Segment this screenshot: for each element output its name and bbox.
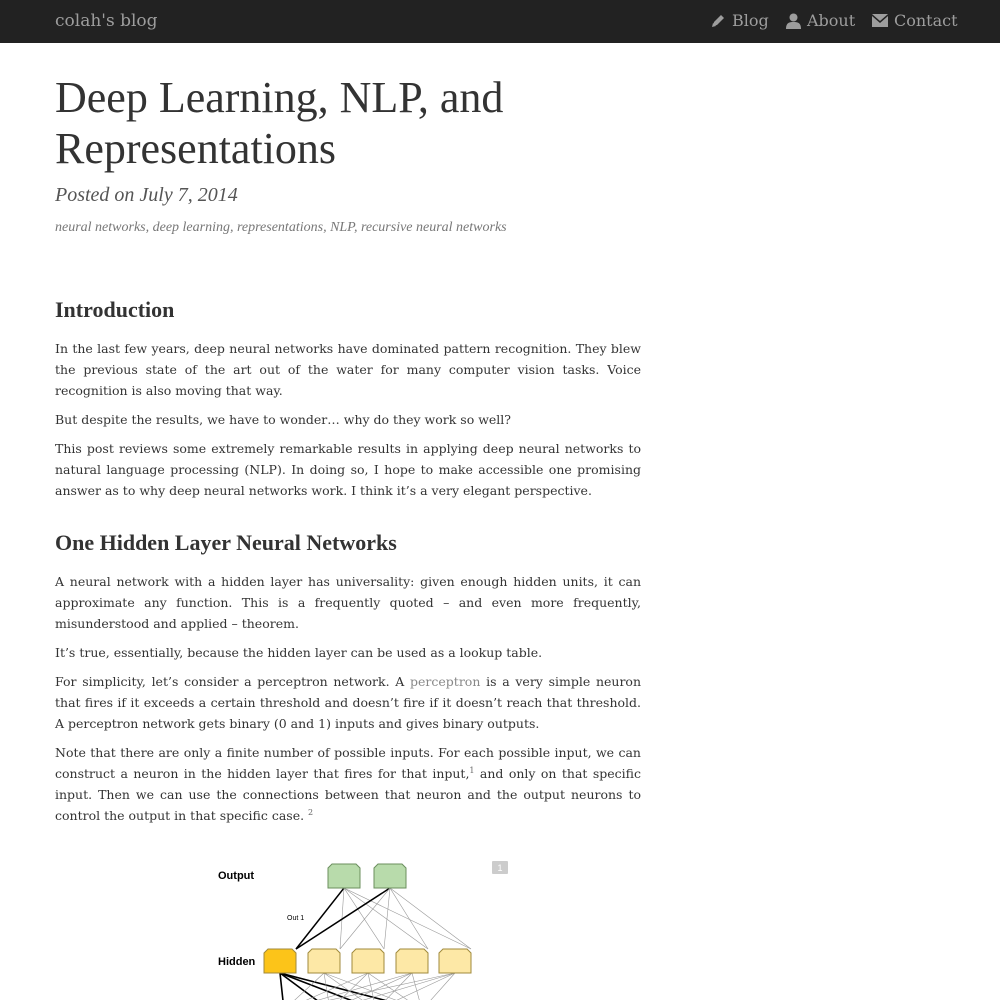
post-title: Deep Learning, NLP, and Representations (55, 73, 504, 173)
tag-link[interactable]: neural networks (55, 220, 146, 235)
edge-group-hidden-to-input (280, 973, 455, 1000)
perceptron-link[interactable]: perceptron (410, 674, 481, 689)
edge-output-hidden (344, 888, 471, 949)
edge-hidden-input (280, 973, 284, 1000)
edge-output-hidden (390, 888, 428, 949)
figure-badge-number: 1 (497, 863, 503, 873)
intro-paragraph-3: This post reviews some extremely remarkable results in applying deep neural networks to natural language processing (NLP). In doing so, I hope to make accessible one promising answer as to why deep neural networks work. I think it’s a very elegant perspective. (55, 441, 641, 498)
envelope-icon (872, 14, 888, 27)
intro-paragraph-2: But despite the results, we have to wonder… why do they work so well? (55, 412, 512, 427)
edge-hidden-input (280, 973, 422, 1000)
hidden-paragraph-3: For simplicity, let’s consider a perceptron network. A perceptron is a very simple neuron that fires if it exceeds a certain threshold and doesn’t fire if it doesn’t reach that threshold. A perceptron network gets binary (0 and 1) inputs and gives binary outputs. (55, 674, 641, 731)
edge-output-hidden (390, 888, 471, 949)
tag-link[interactable]: representations (236, 220, 324, 235)
nav-contact-link[interactable] (872, 11, 958, 30)
nav-blog-label: Blog (732, 11, 769, 30)
hidden-neuron (352, 949, 384, 973)
hidden-neuron (308, 949, 340, 973)
edge-hidden-input (280, 973, 330, 1000)
hidden-paragraph-2: It’s true, essentially, because the hidden layer can be used as a lookup table. (55, 645, 543, 660)
network-diagram (200, 850, 520, 1000)
tag-link[interactable]: deep learning (152, 220, 230, 235)
edge-output-hidden (344, 888, 428, 949)
edge-output-hidden (296, 888, 390, 949)
output-neuron (374, 864, 406, 888)
post-date: Posted on July 7, 2014 (55, 184, 238, 206)
hidden-paragraph-1: A neural network with a hidden layer has universality: given enough hidden units, it can approximate any function. This is a frequently quoted – and even more frequently, misunderstood and applied – theorem. (55, 574, 641, 631)
edge-output-hidden (384, 888, 390, 949)
hidden-neuron (264, 949, 296, 973)
edge-hidden-input (422, 973, 455, 1000)
edge-hidden-input (368, 973, 422, 1000)
tag-link[interactable]: recursive neural networks (360, 220, 507, 235)
intro-paragraph-1: In the last few years, deep neural networks have dominated pattern recognition. They blew the previous state of the art out of the water for many computer vision tasks. Voice recognition is also moving that way. (55, 341, 641, 398)
hidden-paragraph-4: Note that there are only a finite number of possible inputs. For each possible input, we can construct a neuron in the hidden layer that fires for that input,$^1$ and only on that specific input. Then we can use the connections between that neuron and the output neurons to control the output in that specific case. $^2$ (55, 745, 641, 823)
navbar (0, 0, 1000, 43)
section-heading-hidden-layer: One Hidden Layer Neural Networks (55, 530, 397, 555)
nav-blog-link[interactable] (711, 11, 769, 30)
output-layer-label: Output (218, 870, 255, 882)
footnote-ref-2[interactable]: 2 (308, 807, 314, 817)
hidden-neuron (396, 949, 428, 973)
person-icon (786, 13, 801, 29)
edge-output-hidden (344, 888, 384, 949)
edge-output-hidden (340, 888, 390, 949)
nav-about-link[interactable] (786, 11, 855, 30)
output-neuron (328, 864, 360, 888)
hidden-layer-label: Hidden (218, 956, 256, 968)
pencil-icon (711, 13, 726, 28)
tag-link[interactable]: NLP (330, 220, 354, 235)
section-heading-introduction: Introduction (55, 297, 175, 322)
network-figure (200, 850, 520, 1000)
tag-list: neural networks, deep learning, representations, NLP, recursive neural networks (55, 220, 507, 235)
hidden-neuron (439, 949, 471, 973)
nav-contact-label: Contact (894, 11, 958, 30)
edge-group-output-to-hidden (296, 888, 471, 949)
edge-label-out-1: Out 1 (287, 915, 305, 922)
brand-link[interactable]: colah's blog (55, 11, 158, 31)
footnote-ref-1[interactable]: 1 (469, 765, 475, 775)
nav-about-label: About (807, 11, 856, 30)
edge-hidden-input (412, 973, 422, 1000)
